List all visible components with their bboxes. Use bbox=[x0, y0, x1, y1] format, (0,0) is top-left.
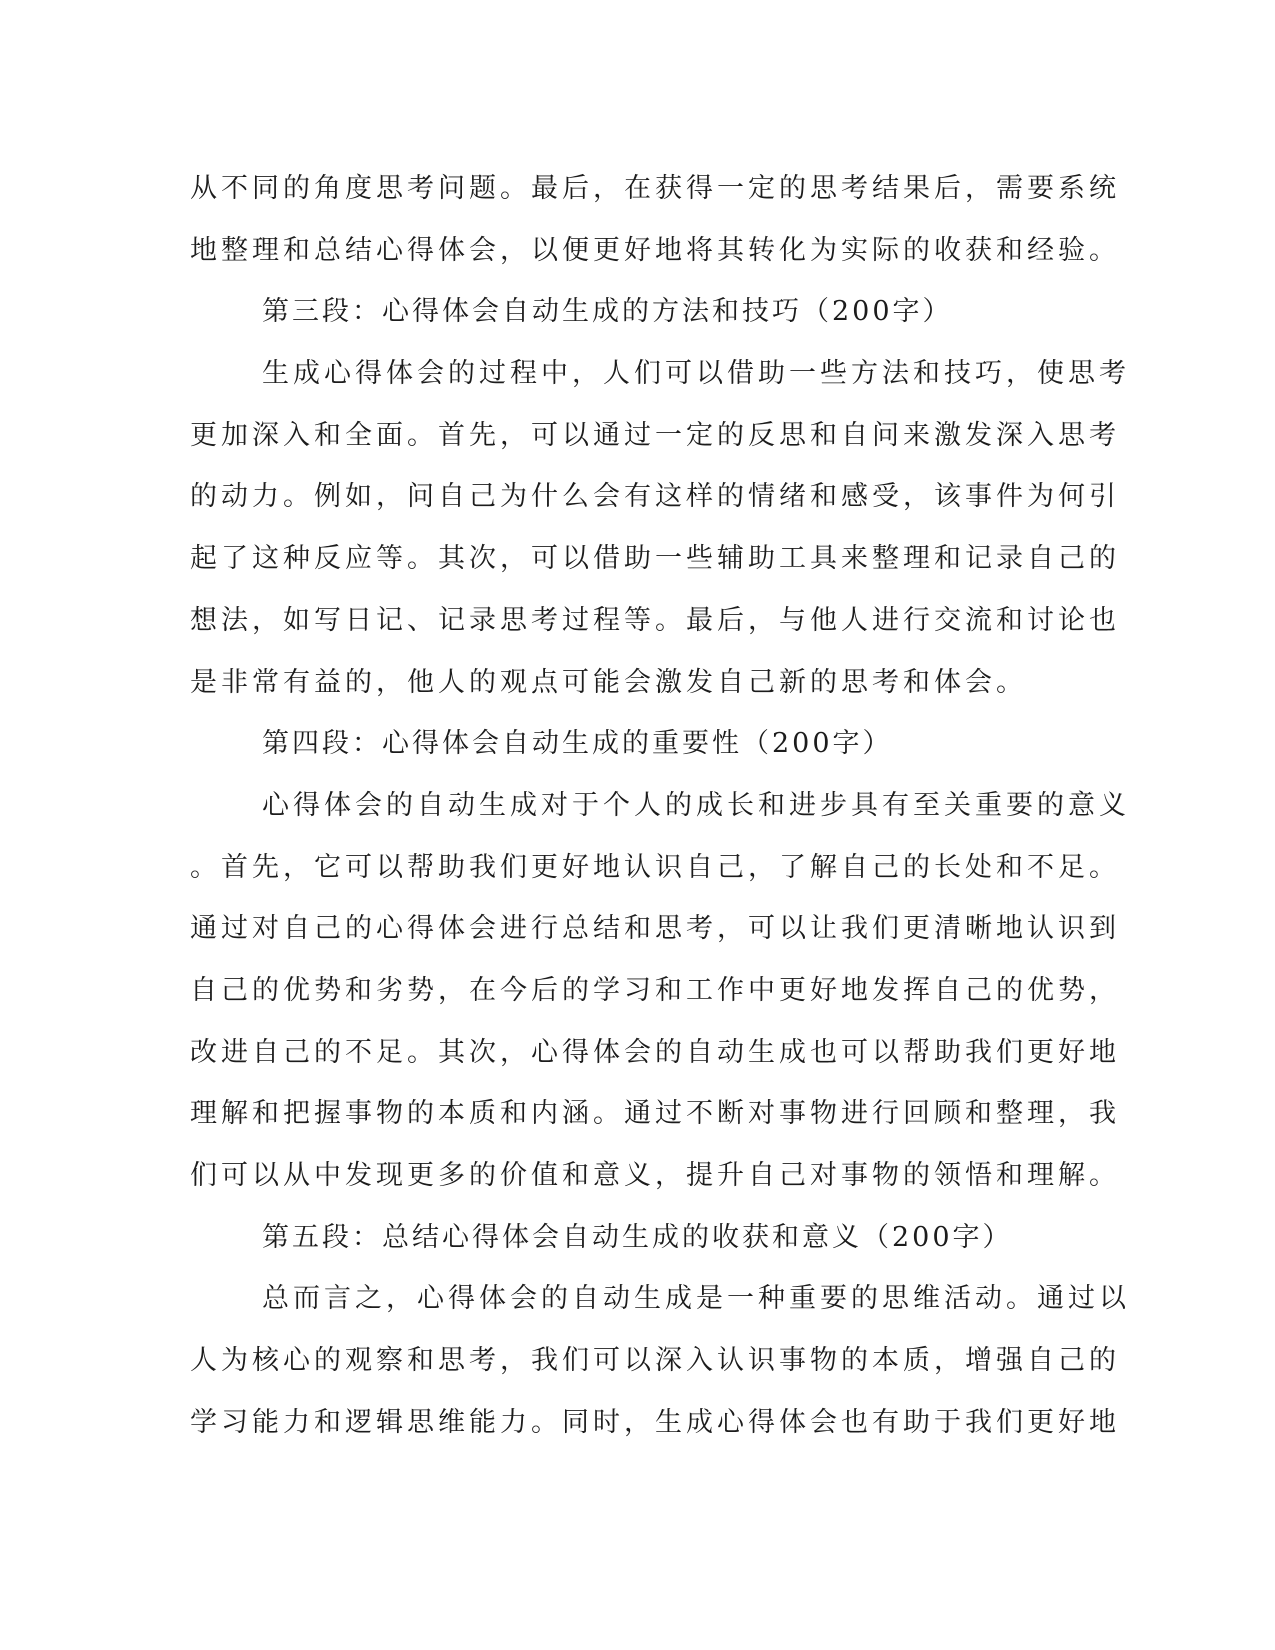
paragraph-line: 是非常有益的，他人的观点可能会激发自己新的思考和体会。 bbox=[190, 666, 1027, 698]
section-heading-4: 第四段：心得体会自动生成的重要性（200字） bbox=[262, 728, 893, 760]
paragraph-line: 从不同的角度思考问题。最后，在获得一定的思考结果后，需要系统 bbox=[190, 173, 1120, 204]
section-heading-5: 第五段：总结心得体会自动生成的收获和意义（200字） bbox=[262, 1221, 1013, 1253]
paragraph-line: 起了这种反应等。其次，可以借助一些辅助工具来整理和记录自己的 bbox=[190, 543, 1120, 575]
section-heading-3: 第三段：心得体会自动生成的方法和技巧（200字） bbox=[262, 296, 953, 328]
paragraph-line: 想法，如写日记、记录思考过程等。最后，与他人进行交流和讨论也 bbox=[190, 604, 1120, 636]
paragraph-line: 自己的优势和劣势，在今后的学习和工作中更好地发挥自己的优势， bbox=[190, 974, 1120, 1006]
paragraph-line: 理解和把握事物的本质和内涵。通过不断对事物进行回顾和整理，我 bbox=[190, 1098, 1120, 1130]
paragraph-line: 改进自己的不足。其次，心得体会的自动生成也可以帮助我们更好地 bbox=[190, 1036, 1120, 1068]
paragraph-line: 总而言之，心得体会的自动生成是一种重要的思维活动。通过以 bbox=[262, 1283, 1130, 1315]
paragraph-line: 通过对自己的心得体会进行总结和思考，可以让我们更清晰地认识到 bbox=[190, 913, 1120, 945]
paragraph-line: 们可以从中发现更多的价值和意义，提升自己对事物的领悟和理解。 bbox=[190, 1160, 1120, 1191]
paragraph-line: 更加深入和全面。首先，可以通过一定的反思和自问来激发深入思考 bbox=[190, 419, 1120, 451]
paragraph-line: 生成心得体会的过程中，人们可以借助一些方法和技巧，使思考 bbox=[262, 358, 1130, 390]
paragraph-line: 地整理和总结心得体会，以便更好地将其转化为实际的收获和经验。 bbox=[190, 234, 1120, 266]
paragraph-line: 。首先，它可以帮助我们更好地认识自己，了解自己的长处和不足。 bbox=[190, 851, 1120, 883]
paragraph-line: 学习能力和逻辑思维能力。同时，生成心得体会也有助于我们更好地 bbox=[190, 1406, 1120, 1438]
paragraph-line: 心得体会的自动生成对于个人的成长和进步具有至关重要的意义 bbox=[262, 789, 1130, 821]
document-body bbox=[190, 158, 1130, 1453]
paragraph-line: 的动力。例如，问自己为什么会有这样的情绪和感受，该事件为何引 bbox=[190, 481, 1120, 513]
paragraph-line: 人为核心的观察和思考，我们可以深入认识事物的本质，增强自己的 bbox=[190, 1345, 1120, 1377]
